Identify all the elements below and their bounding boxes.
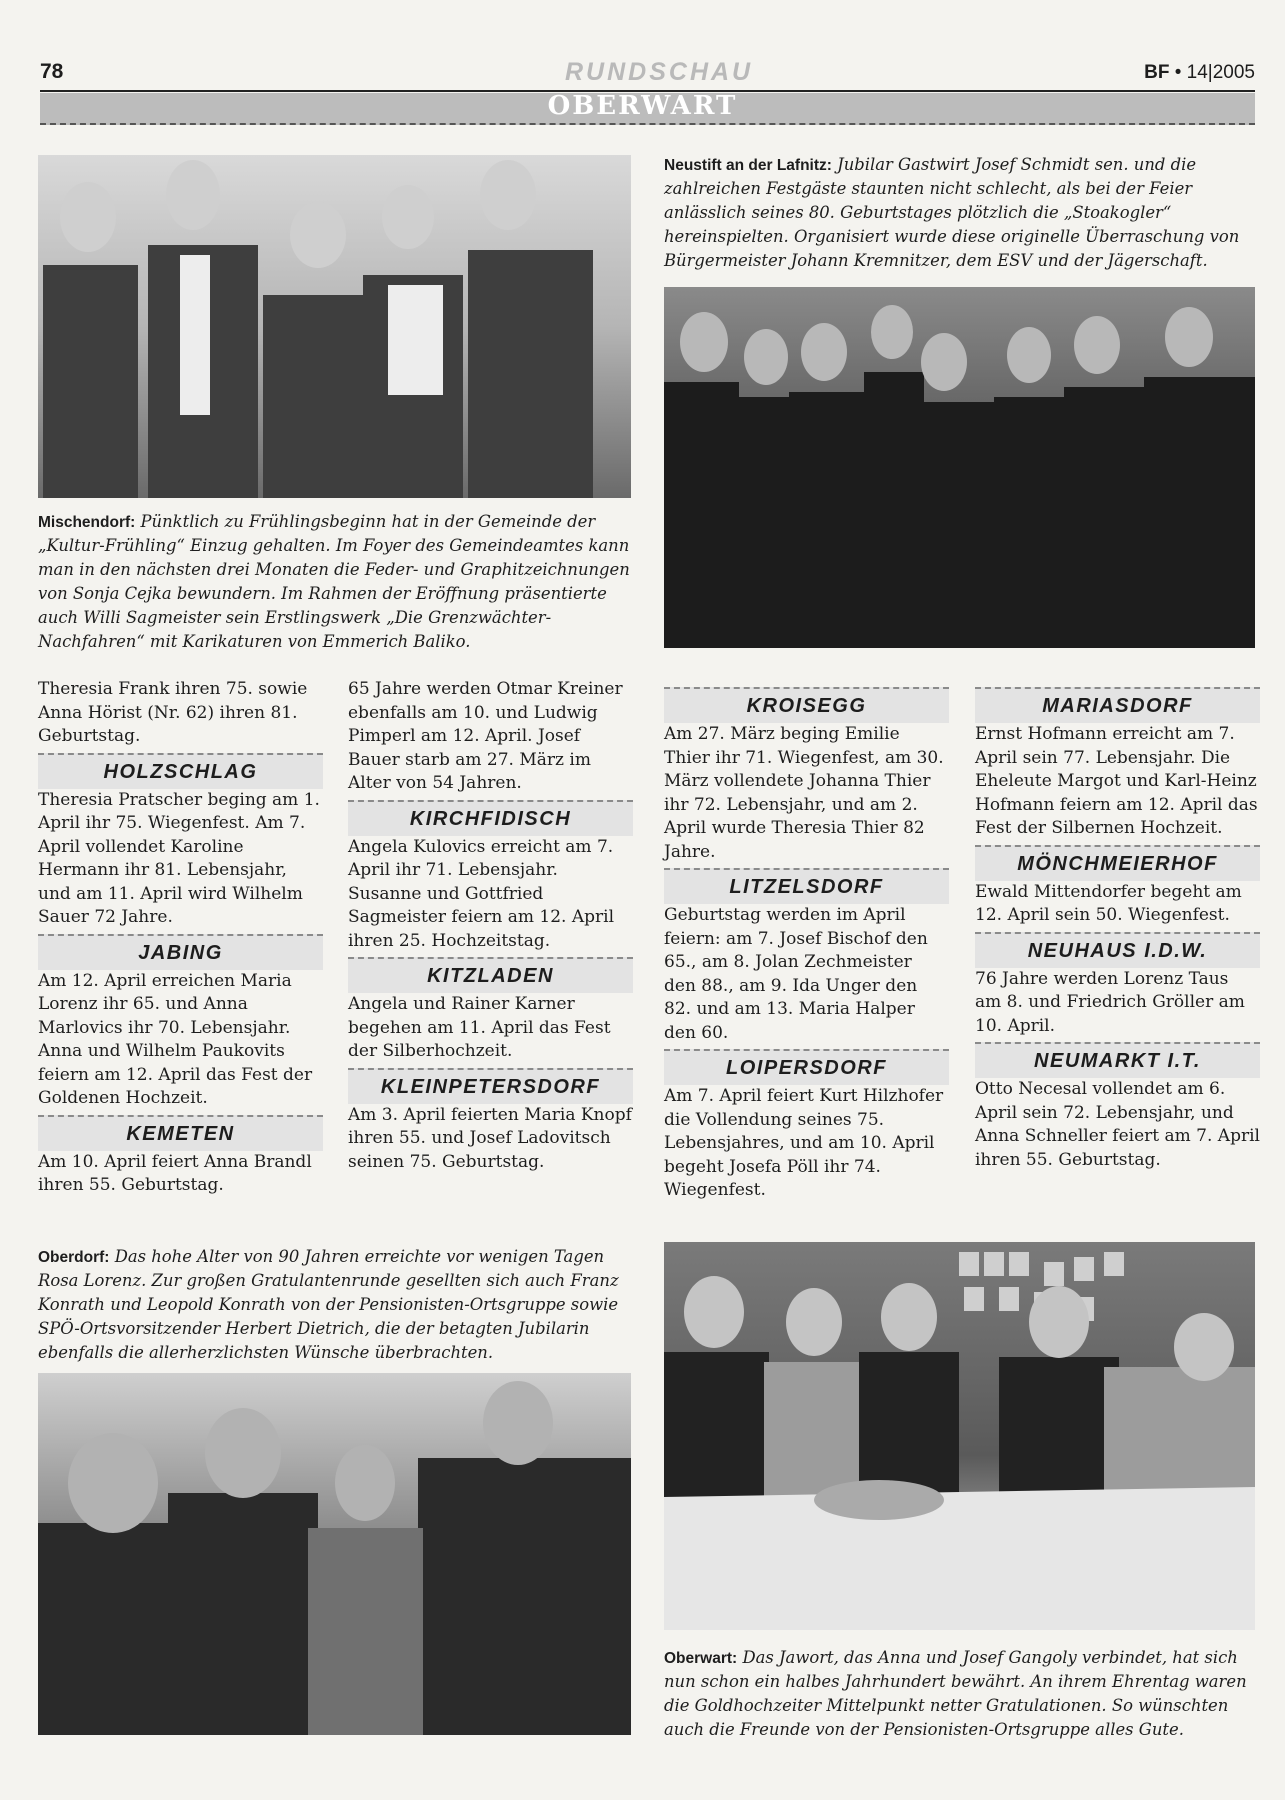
page-number: 78 (40, 60, 64, 83)
magazine-title: RUNDSCHAU (565, 58, 754, 86)
heading-mariasdorf: MARIASDORF (975, 687, 1260, 723)
news-column-1 (38, 678, 323, 1198)
column-1-lead-text: Theresia Frank ihren 75. sowie Anna Hörist (Nr. 62) ihren 81. Geburtstag. (38, 679, 308, 746)
heading-litzelsdorf: LITZELSDORF (664, 868, 949, 904)
text-kitzladen: Angela und Rainer Karner begehen am 11. April das Fest der Silberhochzeit. (348, 994, 611, 1061)
caption-oberdorf (38, 1245, 631, 1365)
text-loipersdorf: Am 7. April feiert Kurt Hilzhofer die Vollendung seines 75. Lebensjahres, und am 10. April begeht Josefa Pöll ihr 74. Wiegenfest. (664, 1086, 944, 1200)
heading-neumarkt: NEUMARKT I.T. (975, 1042, 1260, 1078)
news-column-4 (975, 683, 1260, 1172)
text-kleinpetersdorf: Am 3. April feierten Maria Knopf ihren 55. und Josef Ladovitsch seinen 75. Geburtstag. (348, 1104, 632, 1172)
heading-jabing: JABING (38, 934, 323, 970)
text-holzschlag: Theresia Pratscher beging am 1. April ihr 75. Wiegenfest. Am 7. April vollendet Karoline Hermann ihr 81. Lebensjahr, und am 11. April wird Wilhelm Sauer 72 Jahre. (38, 789, 320, 927)
heading-loipersdorf: LOIPERSDORF (664, 1049, 949, 1085)
caption-oberwart-text: Das Jawort, das Anna und Josef Gangoly verbindet, hat sich nun schon ein halbes Jahrhundert bewährt. An ihrem Ehrentag waren die Goldhochzeiter Mittelpunkt netter Gratulationen. So wünschten auch die Freunde von der Pensionisten-Ortsgruppe alles Gute. (664, 1648, 1247, 1739)
caption-neustift (664, 153, 1255, 273)
caption-oberwart (664, 1646, 1255, 1742)
text-moenchmeierhof: Ewald Mittendorfer begeht am 12. April sein 50. Wiegenfest. (975, 881, 1242, 925)
issue-date: 14|2005 (1186, 62, 1255, 83)
caption-mischendorf-text: Pünktlich zu Frühlingsbeginn hat in der Gemeinde der „Kultur-Frühling“ Einzug gehalten. Im Foyer des Gemeindeamtes kann man in den nächsten drei Monaten die Feder- und Graphitzeichnungen von Sonja Cejka bewundern. Im Rahmen der Eröffnung präsentierte auch Willi Sagmeister sein Erstlingswerk „Die Grenzwächter-Nachfahren“ mit Karikaturen von Emmerich Baliko. (38, 512, 630, 651)
text-kroisegg: Am 27. März beging Emilie Thier ihr 71. Wiegenfest, am 30. März vollendete Johanna Thier ihr 72. Lebensjahr, und am 2. April wurde Theresia Thier 82 Jahre. (664, 724, 944, 862)
photo-oberwart-golden-wedding (664, 1242, 1255, 1630)
heading-kroisegg: KROISEGG (664, 687, 949, 723)
caption-neustift-place: Neustift an der Lafnitz: (664, 157, 832, 174)
heading-kleinpetersdorf: KLEINPETERSDORF (348, 1068, 633, 1104)
caption-oberdorf-text: Das hohe Alter von 90 Jahren erreichte vor wenigen Tagen Rosa Lorenz. Zur großen Gratulantenrunde gesellten sich auch Franz Konrath und Leopold Konrath von der Pensionisten-Ortsgruppe sowie SPÖ-Ortsvorsitzender Herbert Dietrich, die der betagten Jubilarin ebenfalls die allerherzlichsten Wünsche überbrachten. (38, 1247, 619, 1362)
photo-neustift-group (664, 287, 1255, 648)
issue-info (1144, 62, 1255, 84)
text-litzelsdorf: Geburtstag werden im April feiern: am 7. Josef Bischof den 65., am 8. Jolan Zechmeister den 88., am 9. Ida Unger den 82. und am 13. Maria Halper den 60. (664, 905, 928, 1043)
photo-mischendorf-group (38, 155, 631, 498)
caption-oberdorf-place: Oberdorf: (38, 1249, 110, 1266)
caption-mischendorf (38, 510, 631, 654)
caption-mischendorf-place: Mischendorf: (38, 514, 136, 531)
heading-neuhaus: NEUHAUS I.D.W. (975, 932, 1260, 968)
caption-oberwart-place: Oberwart: (664, 1650, 738, 1667)
heading-moenchmeierhof: MÖNCHMEIERHOF (975, 845, 1260, 881)
caption-neustift-text: Jubilar Gastwirt Josef Schmidt sen. und die zahlreichen Festgäste staunten nicht schlecht, als bei der Feier anlässlich seines 80. Geburtstages plötzlich die „Stoakogler“ hereinspielten. Organisiert wurde diese originelle Überraschung von Bürgermeister Johann Kremnitzer, dem ESV und der Jägerschaft. (664, 155, 1240, 270)
text-neumarkt: Otto Necesal vollendet am 6. April sein 72. Lebensjahr, und Anna Schneller feiert am 7. April ihren 55. Geburtstag. (975, 1079, 1260, 1170)
issue-separator: • (1174, 62, 1182, 83)
column-2-lead-text: 65 Jahre werden Otmar Kreiner ebenfalls am 10. und Ludwig Pimperl am 12. April. Josef Bauer starb am 27. März im Alter von 54 Jahren. (348, 679, 623, 793)
heading-holzschlag: HOLZSCHLAG (38, 753, 323, 789)
section-title: OBERWART (547, 91, 738, 121)
news-column-3 (664, 683, 949, 1203)
text-jabing: Am 12. April erreichen Maria Lorenz ihr 65. und Anna Marlovics ihr 70. Lebensjahr. Anna und Wilhelm Paukovits feiern am 12. April das Fest der Goldenen Hochzeit. (38, 970, 313, 1108)
photo-oberdorf-gathering (38, 1373, 631, 1735)
text-kemeten: Am 10. April feiert Anna Brandl ihren 55. Geburtstag. (38, 1151, 312, 1195)
text-neuhaus: 76 Jahre werden Lorenz Taus am 8. und Friedrich Gröller am 10. April. (975, 968, 1245, 1036)
issue-brand: BF (1144, 62, 1170, 83)
heading-kitzladen: KITZLADEN (348, 957, 633, 993)
heading-kemeten: KEMETEN (38, 1115, 323, 1151)
news-column-2 (348, 678, 633, 1174)
heading-kirchfidisch: KIRCHFIDISCH (348, 800, 633, 836)
text-kirchfidisch: Angela Kulovics erreicht am 7. April ihr 71. Lebensjahr. Susanne und Gottfried Sagmeister feiern am 12. April ihren 25. Hochzeitstag. (348, 836, 615, 951)
text-mariasdorf: Ernst Hofmann erreicht am 7. April sein 77. Lebensjahr. Die Eheleute Margot und Karl-Heinz Hofmann feiern am 12. April das Fest der Silbernen Hochzeit. (975, 724, 1258, 838)
